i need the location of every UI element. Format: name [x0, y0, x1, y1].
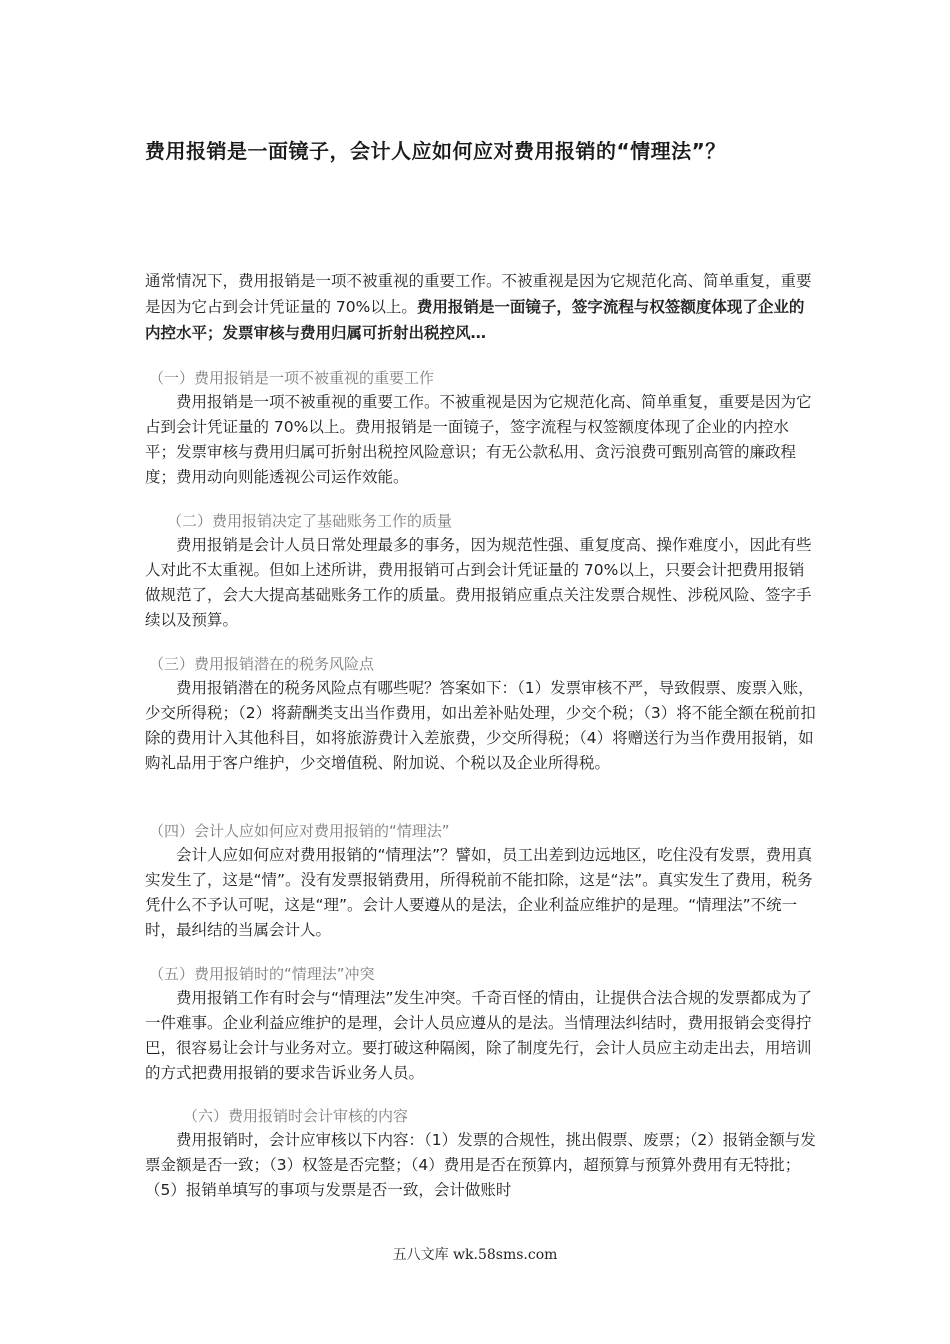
footer-watermark: 五八文库 wk.58sms.com — [392, 1247, 558, 1263]
section-body: 费用报销潜在的税务风险点有哪些呢？答案如下：（1）发票审核不严，导致假票、废票入账，少交所得税；（2）将薪酬类支出当作费用，如出差补贴处理，少交个税；（3）将不能全额在税前扣除的费用计入其他科目，如将旅游费计入差旅费，少交所得税；（4）将赠送行为当作费用报销，如购礼品用于客户维护，少交增值税、附加说、个税以及企业所得税。 — [145, 679, 816, 772]
section-body: 费用报销是一项不被重视的重要工作。不被重视是因为它规范化高、简单重复，重要是因为它占到会计凭证量的 70%以上。费用报销是一面镜子，签字流程与权签额度体现了企业的内控水平；发票审核与费用归属可折射出税控风险意识；有无公款私用、贪污浪费可甄别高管的廉政程度；费用动向则能透视公司运作效能。 — [145, 393, 812, 486]
section-1 — [145, 366, 817, 490]
section-body: 费用报销是会计人员日常处理最多的事务，因为规范性强、重复度高、操作难度小，因此有些人对此不太重视。但如上述所讲，费用报销可占到会计凭证量的 70%以上，只要会计把费用报销做规范了，会大大提高基础账务工作的质量。费用报销应重点关注发票合规性、涉税风险、签字手续以及预算。 — [145, 536, 812, 629]
article-title: 费用报销是一面镜子，会计人应如何应对费用报销的“情理法”？ — [145, 139, 726, 163]
section-heading: （二）费用报销决定了基础账务工作的质量 — [167, 512, 453, 530]
section-heading: （三）费用报销潜在的税务风险点 — [149, 655, 375, 673]
section-heading: （四）会计人应如何应对费用报销的“情理法” — [149, 822, 450, 840]
intro-paragraph — [145, 268, 815, 346]
section-2 — [145, 509, 817, 633]
section-heading: （一）费用报销是一项不被重视的重要工作 — [149, 369, 435, 387]
intro-bold-text: 费用报销是一面镜子，签字流程与权签额度体现了企业的内控水平；发票审核与费用归属可折射出税控风… — [145, 298, 805, 342]
section-heading: （五）费用报销时的“情理法”冲突 — [149, 965, 375, 983]
section-body: 费用报销时，会计应审核以下内容：（1）发票的合规性，挑出假票、废票；（2）报销金额与发票金额是否一致；（3）权签是否完整；（4）费用是否在预算内，超预算与预算外费用有无特批；（5）报销单填写的事项与发票是否一致，会计做账时 — [145, 1131, 816, 1199]
section-body: 会计人应如何应对费用报销的“情理法”？譬如，员工出差到边远地区，吃住没有发票，费用真实发生了，这是“情”。没有发票报销费用，所得税前不能扣除，这是“法”。真实发生了费用，税务凭什么不予认可呢，这是“理”。会计人要遵从的是法，企业利益应维护的是理。“情理法”不统一时，最纠结的当属会计人。 — [145, 846, 813, 939]
section-6 — [145, 1104, 817, 1203]
section-heading: （六）费用报销时会计审核的内容 — [183, 1107, 409, 1125]
section-4 — [145, 819, 817, 943]
intro-normal-text: 通常情况下，费用报销是一项不被重视的重要工作。不被重视是因为它规范化高、简单重复，重要是因为它占到会计凭证量的 70%以上。 — [145, 272, 812, 316]
section-body: 费用报销工作有时会与“情理法”发生冲突。千奇百怪的情由，让提供合法合规的发票都成为了一件难事。企业利益应维护的是理，会计人员应遵从的是法。当情理法纠结时，费用报销会变得拧巴，很容易让会计与业务对立。要打破这种隔阂，除了制度先行，会计人员应主动走出去，用培训的方式把费用报销的要求告诉业务人员。 — [145, 989, 813, 1082]
section-5 — [145, 962, 817, 1086]
section-3 — [145, 652, 817, 776]
